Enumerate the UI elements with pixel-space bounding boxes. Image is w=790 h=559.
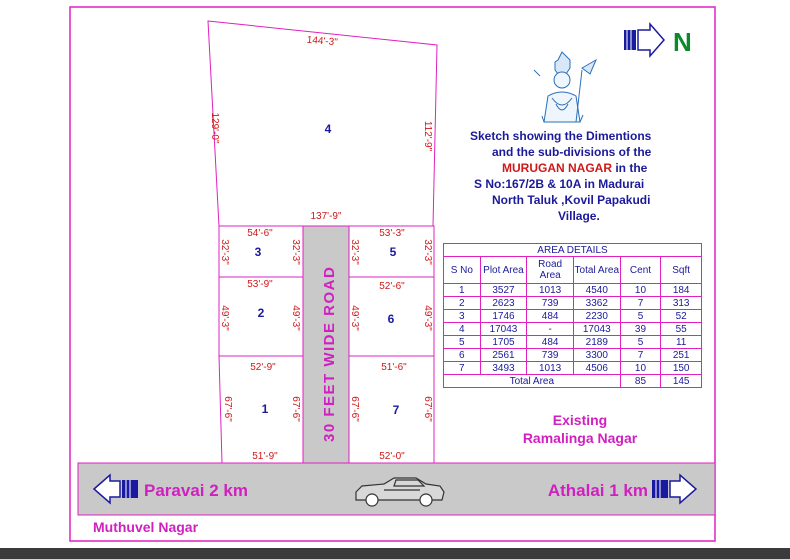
plot-1-number: 1 — [261, 402, 269, 416]
table-cell: 251 — [661, 349, 702, 362]
sketch-line-4: S No:167/2B & 10A in Madurai — [474, 177, 645, 191]
table-cell: 3300 — [573, 349, 620, 362]
sketch-title — [470, 128, 676, 224]
table-row — [444, 310, 702, 323]
sketch-line-3-suffix: in the — [612, 161, 648, 175]
plot-1-bottom-dim: 51'-9" — [252, 451, 278, 462]
table-row — [444, 362, 702, 375]
total-label: Total Area — [444, 375, 621, 388]
plot-7-left-dim: 67'-6" — [349, 396, 360, 422]
sketch-line-2: and the sub-divisions of the — [492, 145, 652, 159]
table-cell: 3362 — [573, 297, 620, 310]
table-total-row — [444, 375, 702, 388]
table-cell: 739 — [527, 297, 574, 310]
table-cell: 6 — [444, 349, 481, 362]
plot-5-top-dim: 53'-3" — [379, 228, 405, 239]
table-cell: 2 — [444, 297, 481, 310]
table-cell: 2561 — [480, 349, 527, 362]
plot-5-right-dim: 32'-3" — [422, 239, 433, 265]
table-header-row — [444, 257, 702, 284]
table-cell: 52 — [661, 310, 702, 323]
total-cent: 85 — [620, 375, 661, 388]
header-plot-area: Plot Area — [480, 257, 527, 284]
table-row — [444, 297, 702, 310]
plot-7-right-dim: 67'-6" — [422, 396, 433, 422]
area-details-table — [443, 243, 702, 388]
table-cell: 484 — [527, 310, 574, 323]
table-caption: AREA DETAILS — [444, 244, 702, 257]
plot-5-left-dim: 32'-3" — [349, 239, 360, 265]
table-cell: 1705 — [480, 336, 527, 349]
muthuvel-nagar-label: Muthuvel Nagar — [93, 519, 199, 535]
table-cell: 7 — [620, 297, 661, 310]
table-cell: 39 — [620, 323, 661, 336]
table-cell: 4506 — [573, 362, 620, 375]
table-cell: 3493 — [480, 362, 527, 375]
header-sno: S No — [444, 257, 481, 284]
plot-1-top-dim: 52'-9" — [250, 362, 276, 373]
table-cell: 1013 — [527, 284, 574, 297]
table-cell: 484 — [527, 336, 574, 349]
table-cell: 739 — [527, 349, 574, 362]
left-destination: Paravai 2 km — [144, 481, 248, 500]
header-total-area: Total Area — [573, 257, 620, 284]
ramalinga-nagar-label: Ramalinga Nagar — [522, 430, 638, 446]
header-cent: Cent — [620, 257, 661, 284]
table-cell: 150 — [661, 362, 702, 375]
plot-3-left-dim: 32'-3" — [219, 239, 230, 265]
table-cell: 313 — [661, 297, 702, 310]
table-cell: 5 — [444, 336, 481, 349]
plot-6-top-dim: 52'-6" — [379, 281, 405, 292]
table-row — [444, 323, 702, 336]
plot-3-top-dim: 54'-6" — [247, 228, 273, 239]
plot-6-left-dim: 49'-3" — [349, 305, 360, 331]
table-cell: 2230 — [573, 310, 620, 323]
table-cell: 17043 — [480, 323, 527, 336]
table-cell: - — [527, 323, 574, 336]
plot-2-number: 2 — [257, 306, 265, 320]
table-cell: 184 — [661, 284, 702, 297]
plot-1-right-dim: 67'-6" — [290, 396, 301, 422]
plot-4-right-dim: 112'-9" — [422, 120, 433, 152]
table-cell: 4540 — [573, 284, 620, 297]
table-cell: 55 — [661, 323, 702, 336]
total-sqft: 145 — [661, 375, 702, 388]
header-road-area: Road Area — [527, 257, 574, 284]
plot-4-bottom-dim: 137'-9" — [310, 211, 342, 222]
plot-1-left-dim: 67'-6" — [222, 396, 233, 422]
table-cell: 3 — [444, 310, 481, 323]
sketch-line-6: Village. — [558, 209, 600, 223]
table-cell: 7 — [620, 349, 661, 362]
table-cell: 4 — [444, 323, 481, 336]
deity-emblem — [534, 52, 596, 122]
table-cell: 5 — [620, 310, 661, 323]
plot-7-bottom-dim: 52'-0" — [379, 451, 405, 462]
plot-2-left-dim: 49'-3" — [219, 305, 230, 331]
table-row — [444, 284, 702, 297]
table-cell: 2623 — [480, 297, 527, 310]
bottom-strip — [0, 548, 790, 559]
sketch-line-5: North Taluk ,Kovil Papakudi — [492, 193, 651, 207]
table-cell: 7 — [444, 362, 481, 375]
plot-2-top-dim: 53'-9" — [247, 279, 273, 290]
plot-2-right-dim: 49'-3" — [290, 305, 301, 331]
existing-label: Existing — [552, 412, 608, 428]
murugan-nagar-name: MURUGAN NAGAR — [502, 161, 612, 175]
plot-7-number: 7 — [392, 403, 400, 417]
table-cell: 17043 — [573, 323, 620, 336]
plot-4-left-dim: 129'-0" — [209, 112, 220, 144]
plot-4-number: 4 — [324, 122, 332, 136]
plot-4 — [208, 21, 437, 226]
plot-6-right-dim: 49'-3" — [422, 305, 433, 331]
table-cell: 11 — [661, 336, 702, 349]
table-row — [444, 336, 702, 349]
sketch-line-3 — [470, 160, 676, 176]
table-cell: 10 — [620, 284, 661, 297]
sketch-line-1: Sketch showing the Dimentions — [470, 129, 652, 143]
plot-5-number: 5 — [389, 245, 397, 259]
plot-3-number: 3 — [254, 245, 262, 259]
table-cell: 1746 — [480, 310, 527, 323]
center-road-label: 30 FEET WIDE ROAD — [321, 265, 338, 442]
table-cell: 1 — [444, 284, 481, 297]
header-sqft: Sqft — [661, 257, 702, 284]
table-cell: 3527 — [480, 284, 527, 297]
right-destination: Athalai 1 km — [547, 481, 648, 500]
plot-4-top-dim: 144'-3" — [306, 34, 339, 49]
plot-6-number: 6 — [387, 312, 395, 326]
table-cell: 1013 — [527, 362, 574, 375]
north-arrow-icon — [624, 24, 664, 56]
north-label: N — [673, 27, 692, 57]
plot-7-top-dim: 51'-6" — [381, 362, 407, 373]
table-cell: 10 — [620, 362, 661, 375]
plot-3-right-dim: 32'-3" — [290, 239, 301, 265]
table-row — [444, 349, 702, 362]
table-cell: 2189 — [573, 336, 620, 349]
table-cell: 5 — [620, 336, 661, 349]
